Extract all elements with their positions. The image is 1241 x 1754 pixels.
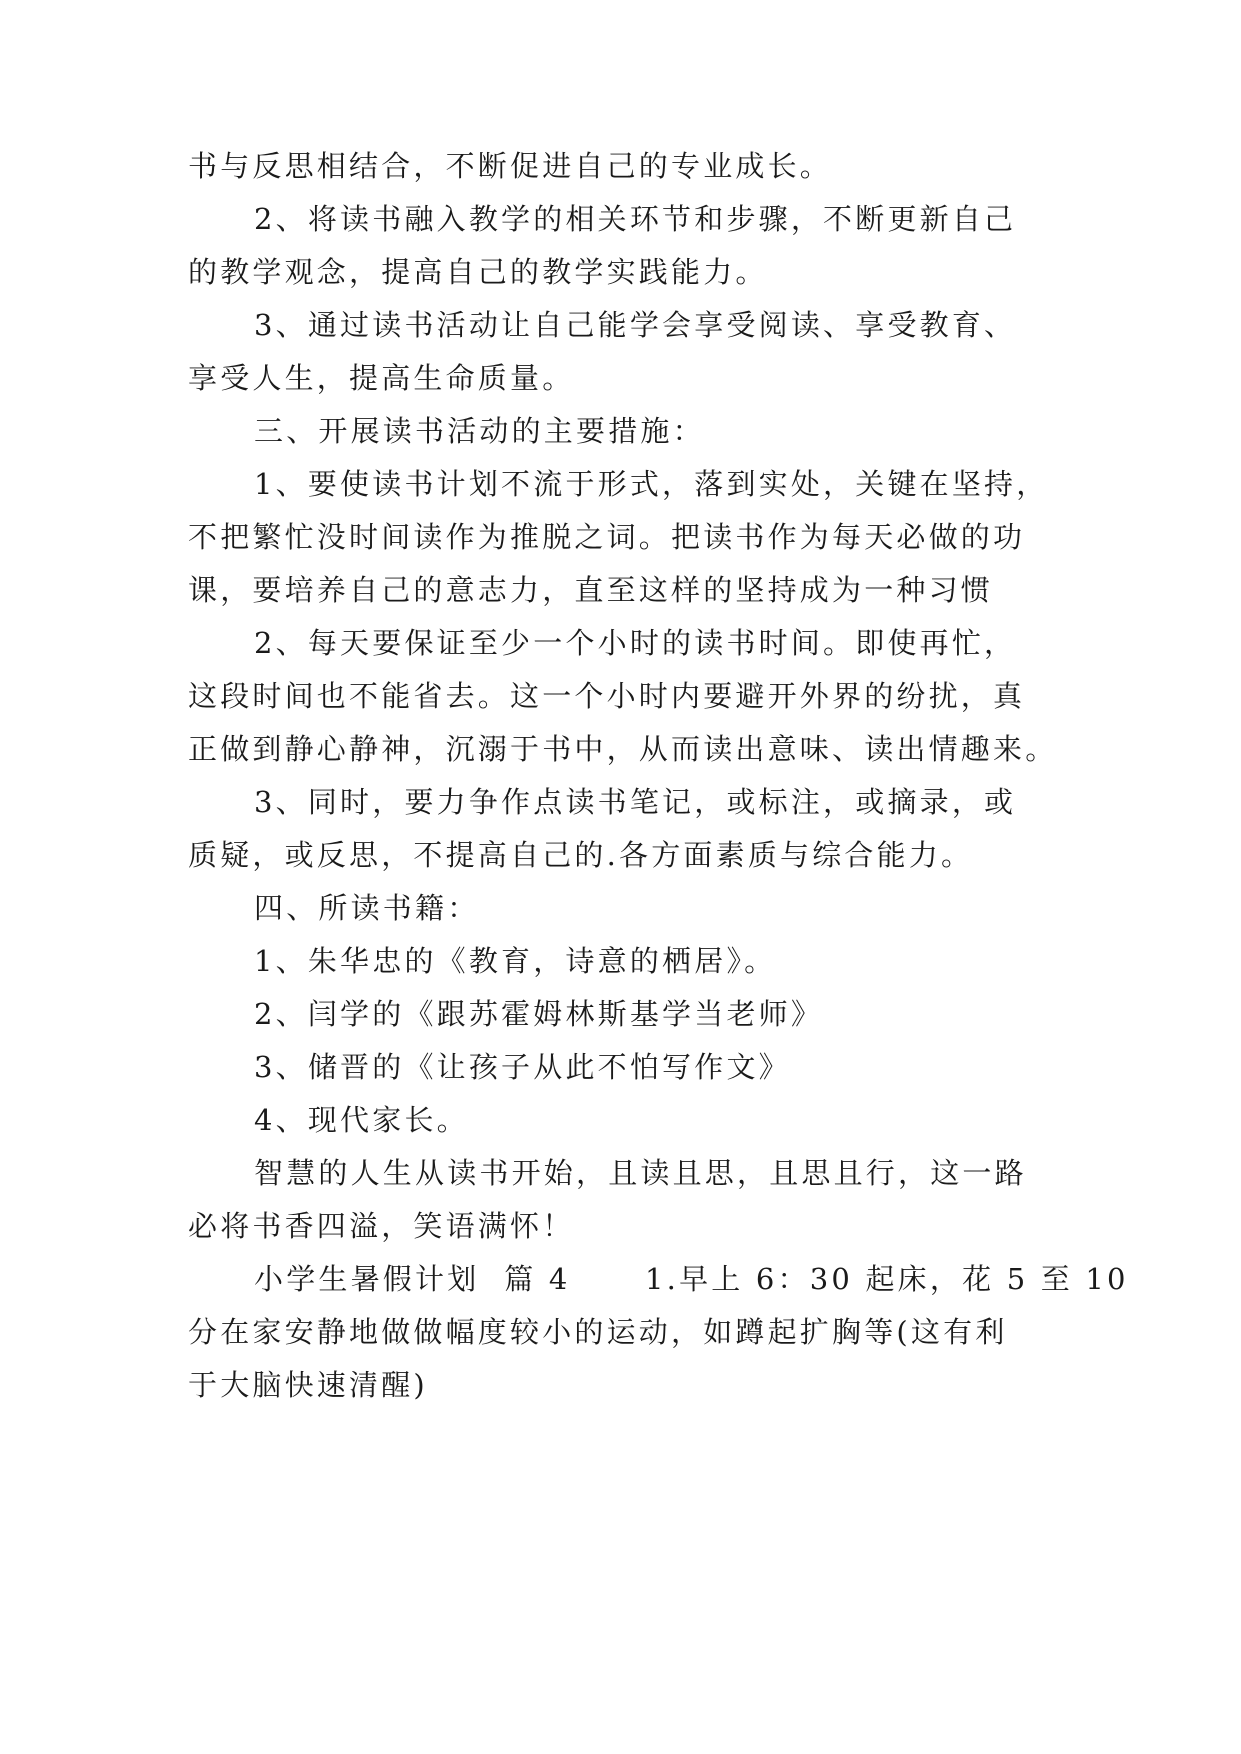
paragraph-line: 智慧的人生从读书开始，且读且思，且思且行，这一路 bbox=[254, 1156, 1027, 1190]
paragraph-line: 小学生暑假计划 篇 4 1.早上 6：30 起床，花 5 至 10 bbox=[254, 1262, 1129, 1296]
paragraph-line: 于大脑快速清醒) bbox=[188, 1368, 428, 1402]
paragraph-line: 2、每天要保证至少一个小时的读书时间。即使再忙， bbox=[254, 626, 1017, 660]
paragraph-line: 分在家安静地做做幅度较小的运动，如蹲起扩胸等(这有利 bbox=[188, 1315, 1008, 1349]
paragraph-line: 必将书香四溢，笑语满怀！ bbox=[188, 1209, 575, 1243]
list-item: 4、现代家长。 bbox=[254, 1103, 469, 1137]
paragraph-line: 3、同时，要力争作点读书笔记，或标注，或摘录，或 bbox=[254, 785, 1017, 819]
paragraph-line: 课，要培养自己的意志力，直至这样的坚持成为一种习惯 bbox=[188, 573, 994, 607]
paragraph-line: 正做到静心静神，沉溺于书中，从而读出意味、读出情趣来。 bbox=[188, 732, 1058, 766]
paragraph-line: 不把繁忙没时间读作为推脱之词。把读书作为每天必做的功 bbox=[188, 520, 1026, 554]
paragraph-line: 3、通过读书活动让自己能学会享受阅读、享受教育、 bbox=[254, 308, 1017, 342]
paragraph-line: 享受人生，提高生命质量。 bbox=[188, 361, 575, 395]
section-heading: 三、开展读书活动的主要措施： bbox=[254, 414, 705, 448]
paragraph-line: 2、将读书融入教学的相关环节和步骤，不断更新自己 bbox=[254, 202, 1017, 236]
paragraph-line: 书与反思相结合，不断促进自己的专业成长。 bbox=[188, 149, 833, 183]
list-item: 1、朱华忠的《教育，诗意的栖居》。 bbox=[254, 944, 777, 978]
section-heading: 四、所读书籍： bbox=[254, 891, 480, 925]
paragraph-line: 这段时间也不能省去。这一个小时内要避开外界的纷扰，真 bbox=[188, 679, 1026, 713]
list-item: 2、闫学的《跟苏霍姆林斯基学当老师》 bbox=[254, 997, 824, 1031]
list-item: 3、储晋的《让孩子从此不怕写作文》 bbox=[254, 1050, 791, 1084]
paragraph-line: 的教学观念，提高自己的教学实践能力。 bbox=[188, 255, 768, 289]
paragraph-line: 质疑，或反思，不提高自己的.各方面素质与综合能力。 bbox=[188, 838, 974, 872]
paragraph-line: 1、要使读书计划不流于形式，落到实处，关键在坚持， bbox=[254, 467, 1049, 501]
